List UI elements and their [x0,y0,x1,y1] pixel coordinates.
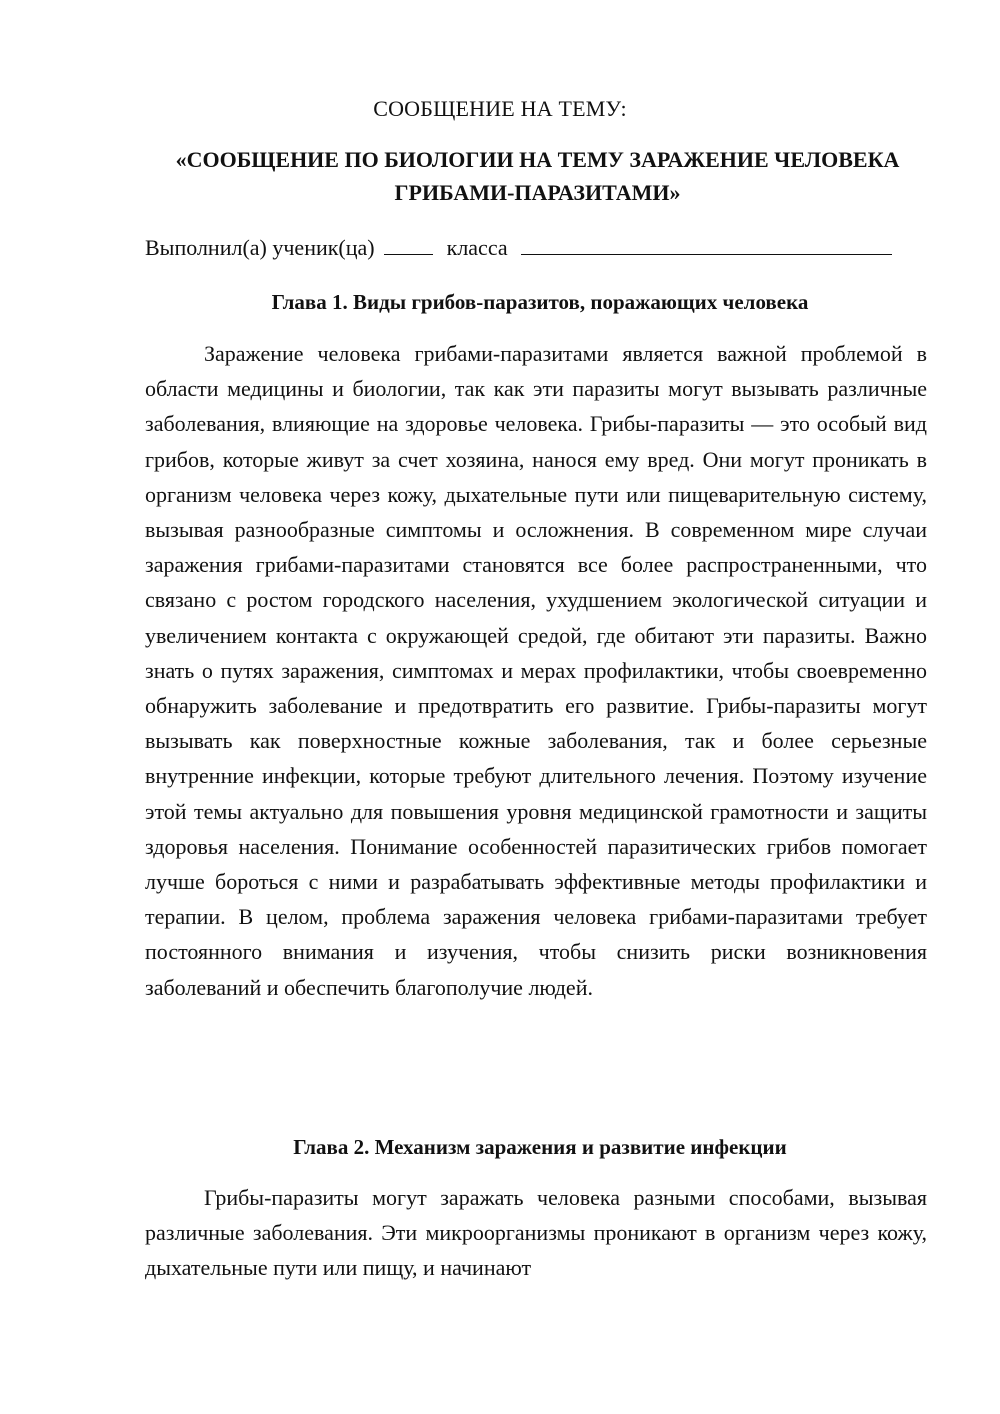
document-title: «СООБЩЕНИЕ ПО БИОЛОГИИ НА ТЕМУ ЗАРАЖЕНИЕ ЧЕЛОВЕКА ГРИБАМИ-ПАРАЗИТАМИ» [175,147,900,205]
chapter-2-paragraph: Грибы-паразиты могут заражать человека разными способами, вызывая различные заболевания. Эти микроорганизмы проникают в организм через кожу, дыхательные пути или пищу, и начинают [145,1185,927,1281]
chapter-1-paragraph: Заражение человека грибами-паразитами является важной проблемой в области медицины и биологии, так как эти паразиты могут вызывать различные заболевания, влияющие на здоровье человека. Грибы-паразиты — это особый вид грибов, которые живут за счет хозяина, нанося ему вред. Они могут проникать в организм человека через кожу, дыхательные пути или пищеварительную систему, вызывая разнообразные симптомы и осложнения. В современном мире случаи заражения грибами-паразитами становятся все более распространенными, что связано с ростом городского населения, ухудшением экологической ситуации и увеличением контакта с окружающей средой, где обитают эти паразиты. Важно знать о путях заражения, симптомах и мерах профилактики, чтобы своевременно обнаружить заболевание и предотвратить его развитие. Грибы-паразиты могут вызывать как поверхностные кожные заболевания, так и более серьезные внутренние инфекции, которые требуют длительного лечения. Поэтому изучение этой темы актуально для повышения уровня медицинской грамотности и защиты здоровья населения. Понимание особенностей паразитических грибов помогает лучше бороться с ними и разрабатывать эффективные методы профилактики и терапии. В целом, проблема заражения человека грибами-паразитами требует постоянного внимания и изучения, чтобы снизить риски возникновения заболеваний и обеспечить благополучие людей. [145,341,927,1000]
name-blank [521,253,892,255]
topic-line: СООБЩЕНИЕ НА ТЕМУ: [373,96,627,121]
author-prefix: Выполнил(а) ученик(ца) [145,235,375,260]
author-line [145,233,935,263]
class-label: класса [446,235,508,260]
class-blank [384,253,433,255]
chapter-1-heading: Глава 1. Виды грибов-паразитов, поражающих человека [271,290,809,314]
chapter-2-heading: Глава 2. Механизм заражения и развитие инфекции [293,1135,787,1159]
